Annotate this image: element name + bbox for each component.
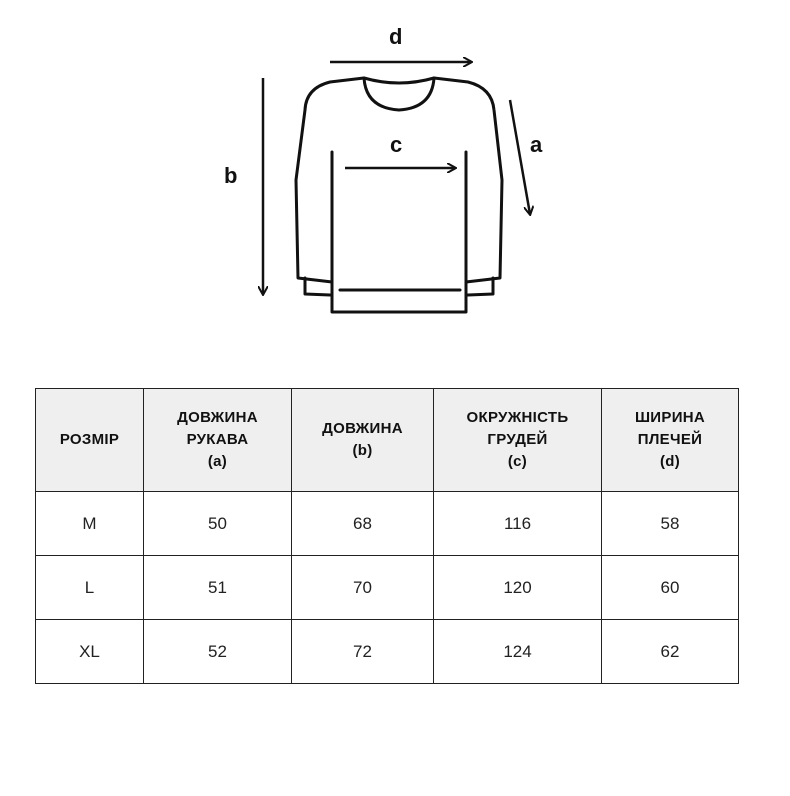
table-row: [36, 620, 739, 684]
cell-shoulders: 58: [602, 492, 739, 556]
sweater-icon: [296, 78, 502, 312]
header-row: [36, 389, 739, 492]
header-size: РОЗМІР: [36, 389, 144, 492]
cell-chest: 124: [434, 620, 602, 684]
cell-size: XL: [36, 620, 144, 684]
size-table: [35, 388, 739, 684]
cell-length: 68: [292, 492, 434, 556]
cell-length: 72: [292, 620, 434, 684]
header-sleeve-length: ДОВЖИНА РУКАВА (a): [144, 389, 292, 492]
cell-chest: 116: [434, 492, 602, 556]
label-a: a: [530, 132, 543, 157]
header-length: ДОВЖИНА (b): [292, 389, 434, 492]
cell-length: 70: [292, 556, 434, 620]
label-b: b: [224, 163, 238, 188]
label-d: d: [389, 24, 403, 49]
table-row: [36, 492, 739, 556]
sweater-diagram: [0, 0, 790, 340]
cell-size: L: [36, 556, 144, 620]
label-c: c: [390, 132, 403, 157]
size-diagram: [0, 0, 790, 340]
arrow-a: [510, 100, 530, 214]
cell-sleeve: 52: [144, 620, 292, 684]
header-chest: ОКРУЖНІСТЬ ГРУДЕЙ (c): [434, 389, 602, 492]
header-shoulders: ШИРИНА ПЛЕЧЕЙ (d): [602, 389, 739, 492]
table-row: [36, 556, 739, 620]
cell-sleeve: 51: [144, 556, 292, 620]
cell-chest: 120: [434, 556, 602, 620]
cell-size: M: [36, 492, 144, 556]
cell-shoulders: 60: [602, 556, 739, 620]
cell-sleeve: 50: [144, 492, 292, 556]
cell-shoulders: 62: [602, 620, 739, 684]
